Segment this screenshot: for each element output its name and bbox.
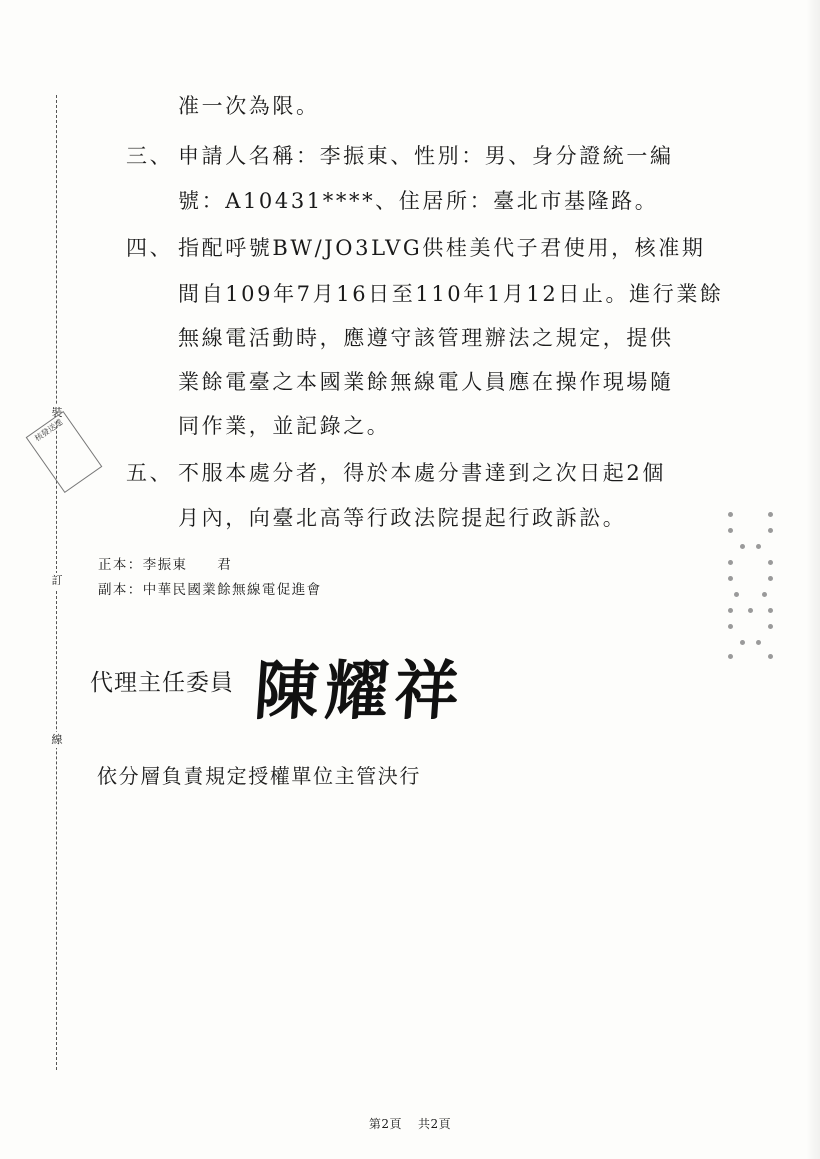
page-total: 共2頁 [418,1117,452,1131]
item-five-line-1: 不服本處分者，得於本處分書達到之次日起2個 [178,461,666,485]
item-four-line-5: 同作業，並記錄之。 [178,414,391,438]
item-five-line-2: 月內，向臺北高等行政法院提起行政訴訟。 [178,506,627,530]
page-number: 第2頁 [368,1117,402,1131]
body-continuation-line: 准一次為限。 [178,94,320,118]
binding-char-bind: 裝 [48,405,66,421]
item-five-number: 五、 [126,461,174,485]
item-three-line-1: 申請人名稱：李振東、性別：男、身分證統一編 [178,144,674,168]
item-three-line-2: 號：A10431****、住居所：臺北市基隆路。 [178,189,659,213]
page-edge-shadow [806,0,820,1159]
stamp-text: 核發送達 [33,417,65,444]
binding-char-staple: 訂 [48,573,66,589]
original-recipient: 正本：李振東 君 [98,557,233,573]
delivery-stamp [26,411,103,493]
item-four-line-3: 無線電活動時，應遵守該管理辦法之規定，提供 [178,326,674,350]
item-four-line-4: 業餘電臺之本國業餘無線電人員應在操作現場隨 [178,370,674,394]
item-four-line-1: 指配呼號BW/JO3LVG供桂美代子君使用，核准期 [178,236,706,260]
item-three-number: 三、 [126,144,174,168]
delegation-note: 依分層負責規定授權單位主管決行 [97,764,421,788]
copy-recipient: 副本：中華民國業餘無線電促進會 [98,582,322,598]
signatory-title: 代理主任委員 [90,670,234,696]
item-four-number: 四、 [126,236,174,260]
binding-char-line: 線 [48,732,66,748]
item-four-line-2: 間自109年7月16日至110年1月12日止。進行業餘 [178,282,724,306]
signatory-signature: 陳耀祥 [251,654,468,729]
page-footer [0,1115,820,1132]
